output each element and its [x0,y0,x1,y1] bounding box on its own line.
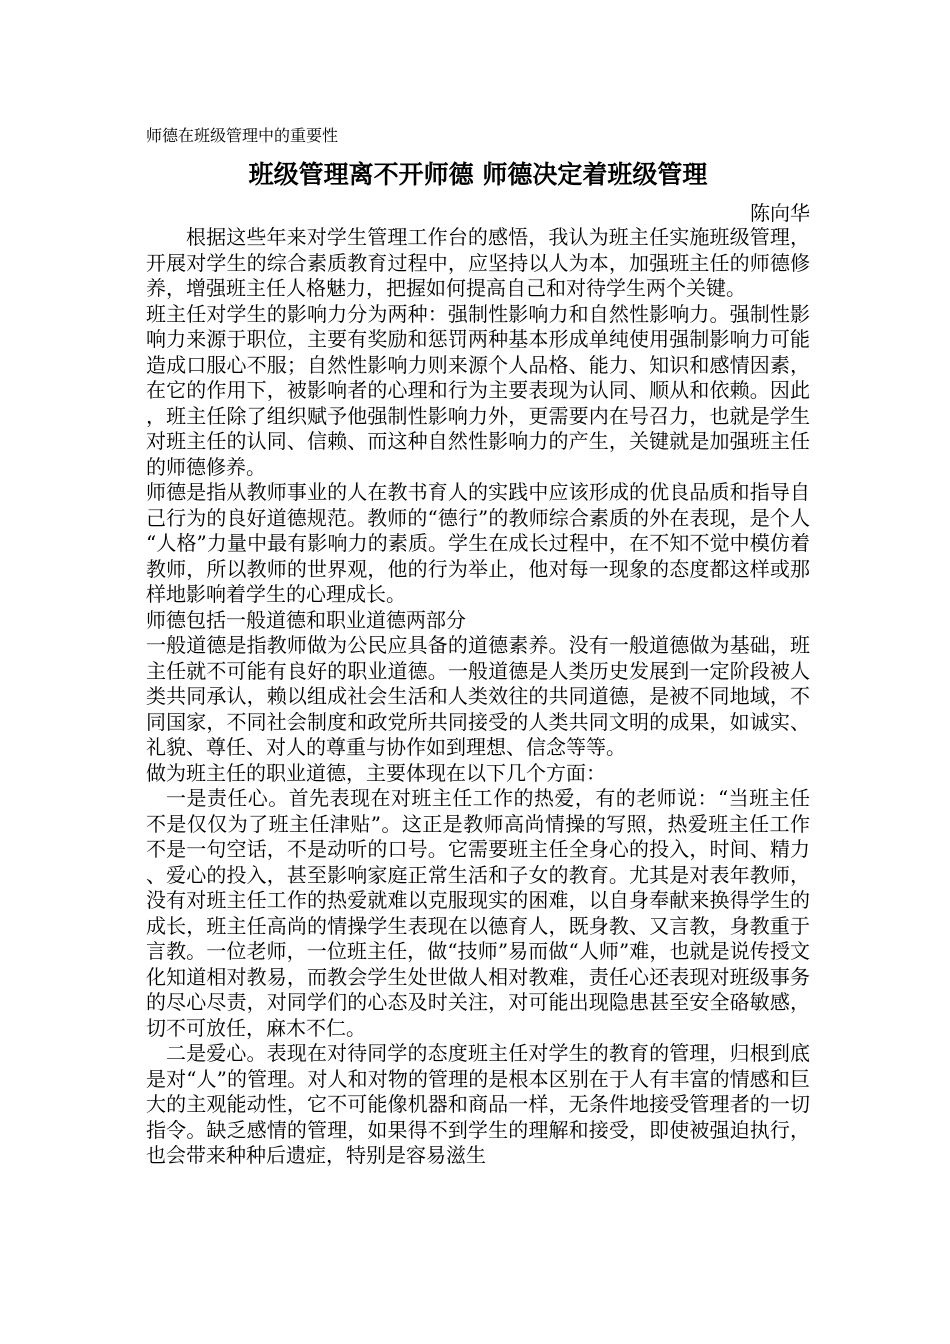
document-header: 师德在班级管理中的重要性 [146,126,339,145]
document-title: 班级管理离不开师德 师德决定着班级管理 [248,160,708,189]
paragraph-teacher-ethics: 师德是指从教师事业的人在教书育人的实践中应该形成的优良品质和指导自己行为的良好道德规范。教师的“德行”的教师综合素质的外在表现，是个人“人格”力量中最有影响力的素质。学生在成长过程中，在不知不觉中模仿着教师，所以教师的世界观，他的行为举止，他对每一现象的态度都这样或那样地影响着学生的心理成长。 [146,480,810,606]
paragraph-intro: 根据这些年来对学生管理工作台的感悟，我认为班主任实施班级管理，开展对学生的综合素质教育过程中，应坚持以人为本，加强班主任的师德修养，增强班主任人格魅力，把握如何提高自己和对待学生两个关键。 [146,225,810,300]
paragraph-responsibility: 一是责任心。首先表现在对班主任工作的热爱，有的老师说：“当班主任不是仅仅为了班主任津贴”。这正是教师高尚情操的写照，热爱班主任工作不是一句空话，不是动听的口号。它需要班主任全身心的投入，时间、精力、爱心的投入，甚至影响家庭正常生活和子女的教育。尤其是对表年教师，没有对班主任工作的热爱就难以克服现实的困难，以自身奉献来换得学生的成长，班主任高尚的情操学生表现在以德育人，既身教、又言教，身教重于言教。一位老师，一位班主任，做“技师”易而做“人师”难，也就是说传授文化知道相对教易，而教会学生处世做人相对教难，责任心还表现对班级事务的尽心尽责，对同学们的心态及时关注，对可能出现隐患甚至安全硌敏感，切不可放任，麻木不仁。 [146,786,810,1040]
paragraph-love: 二是爱心。表现在对待同学的态度班主任对学生的教育的管理，归根到底是对“人”的管理。对人和对物的管理的是根本区别在于人有丰富的情感和巨大的主观能动性，它不可能像机器和商品一样，无条件地接受管理者的一切指令。缺乏感情的管理，如果得不到学生的理解和接受，即使被强迫执行，也会带来种种后遗症，特别是容易滋生 [146,1041,810,1167]
paragraph-ethics-parts: 师德包括一般道德和职业道德两部分 [146,607,466,632]
document-author: 陈向华 [750,201,810,225]
paragraph-influence: 班主任对学生的影响力分为两种：强制性影响力和自然性影响力。强制性影响力来源于职位，主要有奖励和惩罚两种基本形成单纯使用强制影响力可能造成口服心不服；自然性影响力则来源个人品格、能力、知识和感情因素，在它的作用下，被影响者的心理和行为主要表现为认同、顺从和依赖。因此，班主任除了组织赋予他强制性影响力外，更需要内在号召力，也就是学生对班主任的认同、信赖、而这种自然性影响力的产生，关键就是加强班主任的师德修养。 [146,301,810,479]
document-body [146,225,810,1169]
paragraph-professional-ethics: 做为班主任的职业道德，主要体现在以下几个方面： [146,760,606,785]
paragraph-general-ethics: 一般道德是指教师做为公民应具备的道德素养。没有一般道德做为基础，班主任就不可能有良好的职业道德。一般道德是人类历史发展到一定阶段被人类共同承认，赖以组成社会生活和人类效往的共同道德，是被不同地域，不同国家，不同社会制度和政党所共同接受的人类共同文明的成果，如诚实、礼貌、尊任、对人的尊重与协作如到理想、信念等等。 [146,633,810,759]
